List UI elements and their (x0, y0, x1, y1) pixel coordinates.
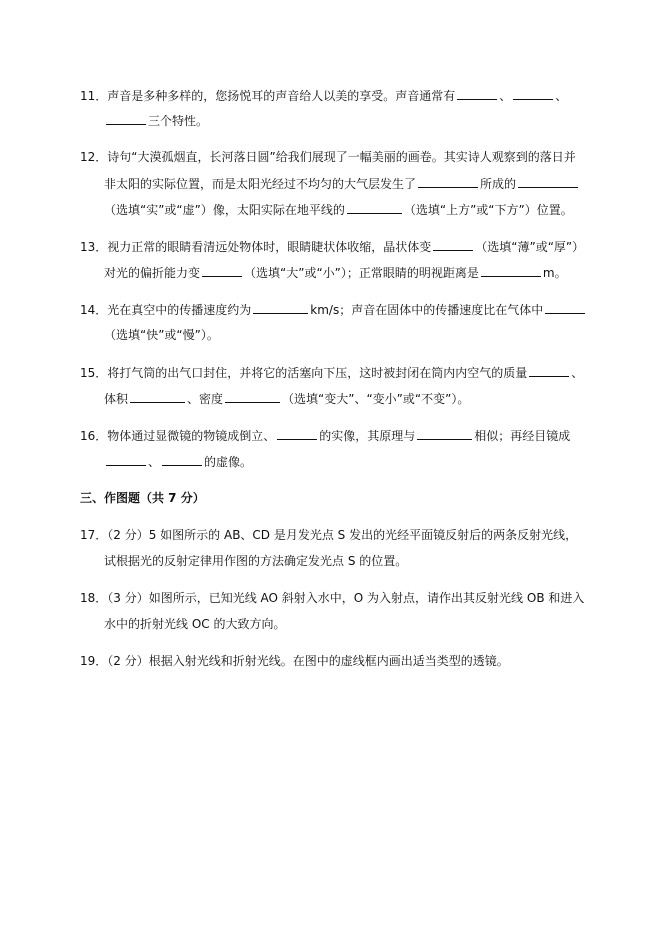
answer-blank[interactable] (513, 88, 553, 100)
answer-blank[interactable] (347, 202, 402, 214)
answer-blank[interactable] (518, 176, 578, 188)
answer-blank[interactable] (457, 88, 497, 100)
q19-line1: 19．（2 分）根据入射光线和折射光线。在图中的虚线框内画出适当类型的透镜。 (80, 654, 509, 668)
q15-line1: 15．将打气筒的出气口封住，并将它的活塞向下压，这时被封闭在筒内内空气的质量 、 (80, 366, 584, 380)
answer-blank[interactable] (481, 265, 541, 277)
q12-line1: 12．诗句“大漠孤烟直，长河落日圆”给我们展现了一幅美丽的画卷。其实诗人观察到的落日并 (80, 150, 576, 164)
answer-blank[interactable] (277, 428, 317, 440)
section-heading: 三、作图题（共 7 分） (80, 491, 205, 505)
q11-line2: 三个特性。 (104, 113, 208, 128)
q18-line1: 18．（3 分）如图所示，已知光线 AO 斜射入水中，O 为入射点，请作出其反射光线 OB 和进入 (80, 591, 585, 605)
answer-blank[interactable] (545, 302, 585, 314)
answer-blank[interactable] (130, 391, 185, 403)
answer-blank[interactable] (106, 454, 146, 466)
q17-line2: 试根据光的反射定律用作图的方法确定发光点 S 的位置。 (104, 554, 408, 568)
q12-line2: 非太阳的实际位置，而是太阳光经过不均匀的大气层发生了 所成的 (104, 176, 580, 191)
q16-line2: 、 的虚像。 (104, 454, 252, 469)
answer-blank[interactable] (106, 113, 146, 125)
q14-line1: 14．光在真空中的传播速度约为 km/s；声音在固体中的传播速度比在气体中 (80, 302, 587, 317)
answer-blank[interactable] (225, 391, 280, 403)
answer-blank[interactable] (162, 454, 202, 466)
q11-line1: 11．声音是多种多样的，您扬悦耳的声音给人以美的享受。声音通常有 、 、 (80, 89, 568, 103)
q15-line2: 体积 、密度 （选填“变大”、“变小”或“不变”）。 (104, 392, 470, 406)
answer-blank[interactable] (202, 265, 242, 277)
q14-line2: （选填“快”或“慢”）。 (104, 328, 219, 342)
q13-line2: 对光的偏折能力变 （选填“大”或“小”）；正常眼睛的明视距离是 m。 (104, 266, 567, 280)
answer-blank[interactable] (529, 365, 569, 377)
q12-line3: （选填“实”或“虚”）像，太阳实际在地平线的 （选填“上方”或“下方”）位置。 (104, 203, 573, 217)
answer-blank[interactable] (433, 239, 473, 251)
answer-blank[interactable] (253, 302, 308, 314)
q18-line2: 水中的折射光线 OC 的大致方向。 (104, 617, 286, 631)
answer-blank[interactable] (418, 176, 478, 188)
q13-line1: 13．视力正常的眼睛看清远处物体时，眼睛睫状体收缩，晶状体变 （选填“薄”或“厚”） (80, 240, 585, 254)
q17-line1: 17．（2 分）5 如图所示的 AB、CD 是月发光点 S 发出的光经平面镜反射后的两条反射光线， (80, 528, 578, 542)
q16-line1: 16．物体通过显微镜的物镜成倒立、 的实像，其原理与 相似；再经目镜成 (80, 429, 571, 443)
answer-blank[interactable] (417, 428, 472, 440)
